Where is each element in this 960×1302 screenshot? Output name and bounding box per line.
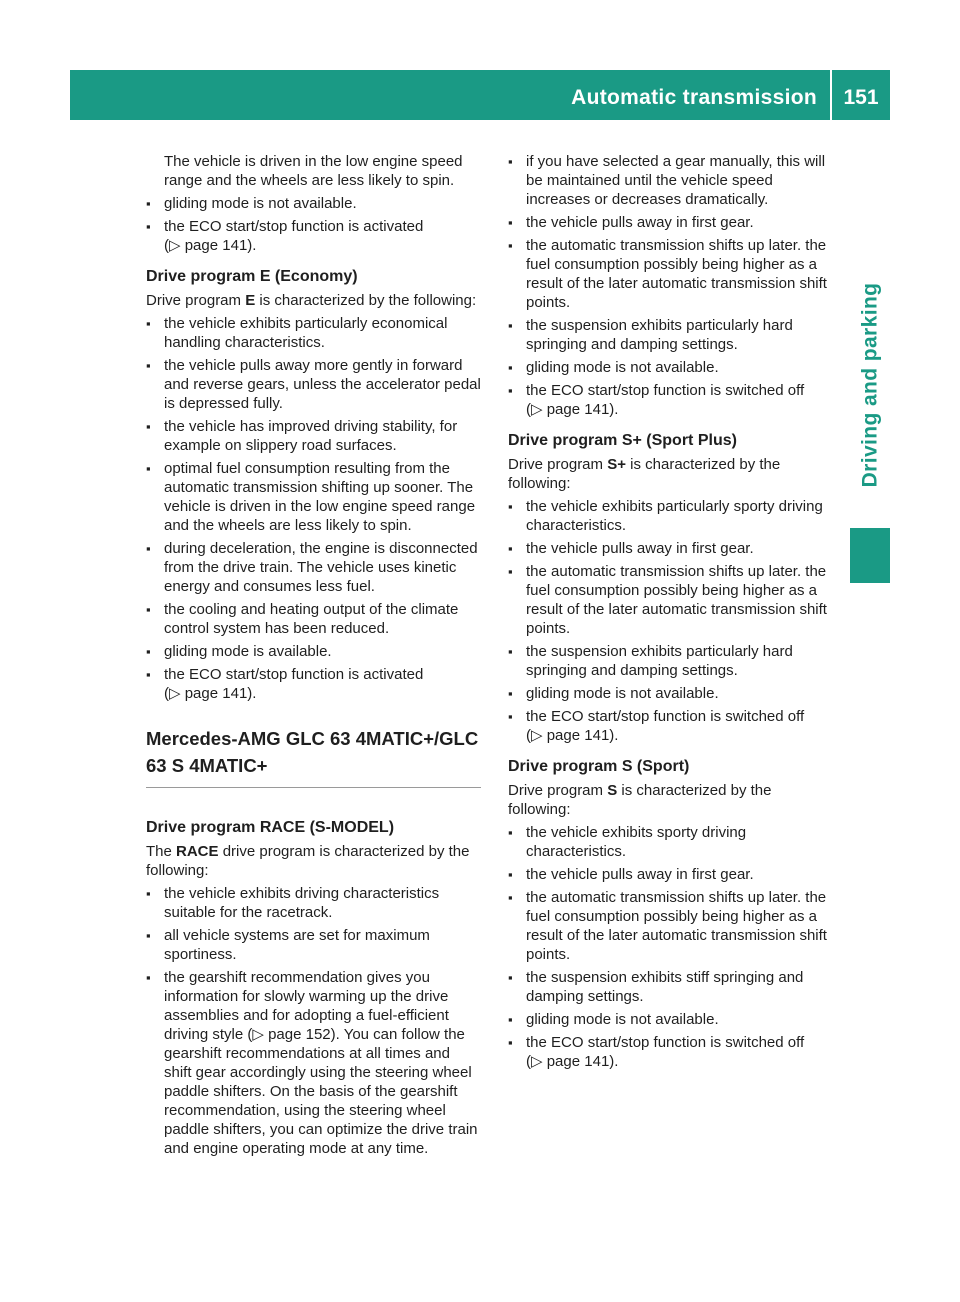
bullet-icon: ▪ (508, 970, 513, 985)
bullet-icon: ▪ (508, 1035, 513, 1050)
bullet-icon: ▪ (146, 419, 151, 434)
bullet-icon: ▪ (508, 499, 513, 514)
list-item: ▪ the gearshift recommendation gives you information for slowly warming up the drive assemblies and for adopting a fuel-efficient driving style (▷ page 152). You can follow the gearshift recommendations at all times and shift gear accordingly using the steering wheel paddle shifters. On the basis of the gearshift recommendation, using the steering wheel paddle shifters, you can optimize the drive train and engine operating mode at any time. (146, 969, 478, 1157)
bullet-icon: ▪ (508, 360, 513, 375)
bullet-icon: ▪ (508, 154, 513, 169)
list-item: ▪ the vehicle exhibits particularly economical handling characteristics. (146, 315, 448, 351)
list-item: ▪ the vehicle exhibits driving characteristics suitable for the racetrack. (146, 885, 440, 921)
list-item: ▪ the cooling and heating output of the climate control system has been reduced. (146, 601, 459, 637)
section-heading-sport: Drive program S (Sport) (508, 758, 690, 775)
bullet-icon: ▪ (508, 541, 513, 556)
section-side-tab-label: Driving and parking (858, 282, 882, 488)
list-item: ▪ the suspension exhibits stiff springing and damping settings. (508, 969, 804, 1005)
page-number: 151 (843, 86, 879, 109)
bullet-icon: ▪ (146, 667, 151, 682)
bullet-icon: ▪ (146, 461, 151, 476)
list-item: ▪ the automatic transmission shifts up later. the fuel consumption possibly being higher as a result of the later automatic transmission shift points. (508, 237, 827, 311)
bullet-icon: ▪ (146, 219, 151, 234)
bullet-icon: ▪ (508, 825, 513, 840)
page-ref-arrow-icon: ▷ (531, 1053, 543, 1070)
page-ref-arrow-icon: ▷ (252, 1026, 264, 1043)
list-item: ▪ the vehicle pulls away in first gear. (508, 866, 754, 883)
page-ref-arrow-icon: ▷ (169, 685, 181, 702)
page-ref-link[interactable]: page 141). (546, 401, 619, 418)
list-item: ▪ gliding mode is not available. (508, 685, 719, 702)
race-intro: The RACE drive program is characterized by the following: (146, 843, 470, 879)
bullet-icon: ▪ (508, 867, 513, 882)
list-item: ▪ the vehicle exhibits sporty driving characteristics. (508, 824, 747, 860)
sport-intro: Drive program S is characterized by the following: (508, 782, 772, 818)
page-title: Automatic transmission (571, 86, 817, 109)
list-item: ▪ the ECO start/stop function is switched off (▷ page 141). (508, 708, 805, 744)
bullet-icon: ▪ (508, 890, 513, 905)
list-item: ▪ the vehicle pulls away more gently in forward and reverse gears, unless the accelerator pedal is depressed fully. (146, 357, 481, 412)
list-item: ▪ if you have selected a gear manually, this will be maintained until the vehicle speed increases or decreases dramatically. (508, 153, 826, 208)
list-item: ▪ the suspension exhibits particularly hard springing and damping settings. (508, 643, 793, 679)
bullet-icon: ▪ (146, 970, 151, 985)
list-item: ▪ all vehicle systems are set for maximum sportiness. (146, 927, 430, 963)
bullet-icon: ▪ (508, 709, 513, 724)
page-ref-link[interactable]: page 141). (184, 685, 257, 702)
intro-text: The vehicle is driven in the low engine speed range and the wheels are less likely to spin. (164, 153, 463, 189)
page-ref-link[interactable]: page 141). (546, 1053, 619, 1070)
bullet-icon: ▪ (146, 886, 151, 901)
bullet-icon: ▪ (508, 564, 513, 579)
bullet-icon: ▪ (146, 541, 151, 556)
bullet-icon: ▪ (146, 358, 151, 373)
economy-intro: Drive program E is characterized by the following: (146, 292, 477, 309)
list-item: ▪ gliding mode is not available. (146, 195, 357, 212)
bullet-icon: ▪ (508, 1012, 513, 1027)
bullet-icon: ▪ (508, 215, 513, 230)
bullet-icon: ▪ (146, 928, 151, 943)
list-item: ▪ the ECO start/stop function is switched off (▷ page 141). (508, 382, 805, 418)
list-item: ▪ the automatic transmission shifts up later. the fuel consumption possibly being higher as a result of the later automatic transmission shift points. (508, 563, 827, 637)
list-item: ▪ the ECO start/stop function is switched off (▷ page 141). (508, 1034, 805, 1070)
list-item: ▪ the ECO start/stop function is activated (▷ page 141). (146, 218, 424, 254)
section-marker (850, 528, 890, 583)
page-ref-link[interactable]: page 141). (184, 237, 257, 254)
section-side-tab (850, 270, 890, 500)
bullet-icon: ▪ (508, 383, 513, 398)
bullet-icon: ▪ (146, 316, 151, 331)
list-item: ▪ gliding mode is not available. (508, 1011, 719, 1028)
section-heading-race: Drive program RACE (S-MODEL) (146, 819, 395, 836)
right-column (508, 152, 836, 1075)
section-heading-amg: Mercedes-AMG GLC 63 4MATIC+/GLC 63 S 4MATIC+ (146, 725, 481, 788)
list-item: ▪ optimal fuel consumption resulting from the automatic transmission shifting up sooner. The vehicle is driven in the low engine speed range and the wheels are less likely to spin. (146, 460, 476, 534)
page-ref-arrow-icon: ▷ (531, 727, 543, 744)
section-heading-sport-plus: Drive program S+ (Sport Plus) (508, 432, 737, 449)
list-item: ▪ during deceleration, the engine is disconnected from the drive train. The vehicle uses kinetic energy and consumes less fuel. (146, 540, 478, 595)
bullet-icon: ▪ (508, 318, 513, 333)
page-ref-arrow-icon: ▷ (531, 401, 543, 418)
bullet-icon: ▪ (146, 196, 151, 211)
bullet-icon: ▪ (508, 644, 513, 659)
page-ref-arrow-icon: ▷ (169, 237, 181, 254)
bullet-icon: ▪ (508, 238, 513, 253)
page-ref-link[interactable]: page 152). You can follow the gearshift recommendations at all times and shift gear accordingly using the steering wheel paddle shifters. On the basis of the gearshift recommendation, using the steering wheel paddle shifters, you can optimize the drive train and engine operating mode at any time. (164, 1026, 478, 1157)
list-item: ▪ the ECO start/stop function is activated (▷ page 141). (146, 666, 424, 702)
section-heading-economy: Drive program E (Economy) (146, 268, 358, 285)
bullet-icon: ▪ (146, 644, 151, 659)
list-item: ▪ the vehicle pulls away in first gear. (508, 214, 754, 231)
page-ref-link[interactable]: page 141). (546, 727, 619, 744)
list-item: ▪ the suspension exhibits particularly hard springing and damping settings. (508, 317, 793, 353)
bullet-icon: ▪ (146, 602, 151, 617)
list-item: ▪ the vehicle pulls away in first gear. (508, 540, 754, 557)
list-item: ▪ the vehicle has improved driving stability, for example on slippery road surfaces. (146, 418, 458, 454)
list-item: ▪ gliding mode is available. (146, 643, 332, 660)
list-item: ▪ the automatic transmission shifts up later. the fuel consumption possibly being higher as a result of the later automatic transmission shift points. (508, 889, 827, 963)
bullet-icon: ▪ (508, 686, 513, 701)
list-item: ▪ gliding mode is not available. (508, 359, 719, 376)
list-item: ▪ the vehicle exhibits particularly sporty driving characteristics. (508, 498, 823, 534)
sport-plus-intro: Drive program S+ is characterized by the following: (508, 456, 781, 492)
left-column (146, 152, 481, 1162)
